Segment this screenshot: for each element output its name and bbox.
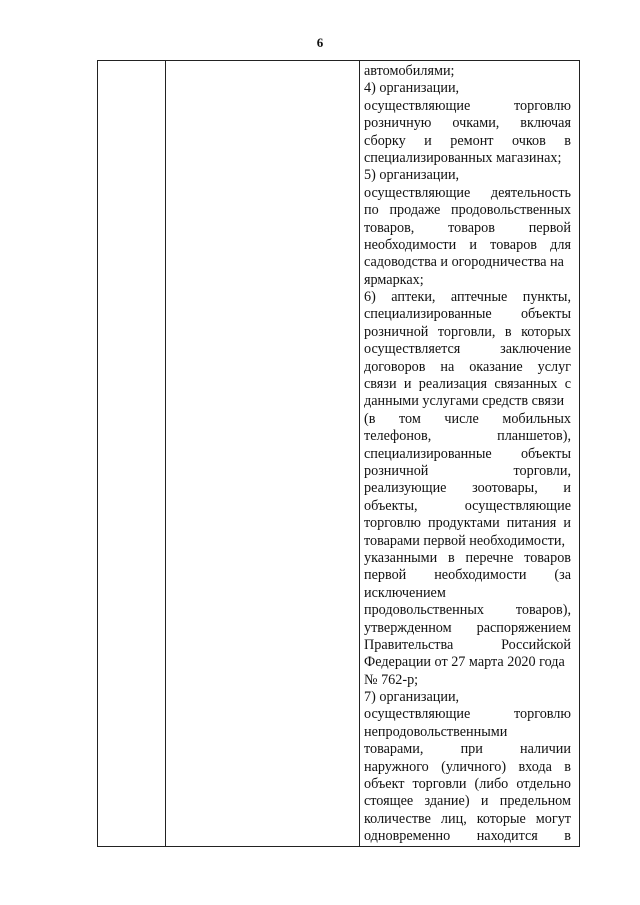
table-row bbox=[98, 61, 580, 847]
text-line: 4) организации, bbox=[364, 80, 460, 97]
text-line: связи и реализация связанных с bbox=[364, 376, 571, 393]
text-line: розничной торговли, в которых bbox=[364, 323, 571, 340]
text-line: исключением bbox=[364, 584, 446, 601]
text-line: автомобилями; bbox=[364, 63, 455, 79]
text-line: непродовольственными bbox=[364, 723, 508, 740]
table-cell-col-1 bbox=[98, 61, 166, 847]
text-line: 5) организации, bbox=[364, 167, 460, 184]
text-line: объект торговли (либо отдельно bbox=[364, 776, 571, 793]
text-line: осуществляющие торговлю bbox=[364, 97, 571, 114]
document-table bbox=[97, 60, 580, 847]
text-line: указанными в перечне товаров bbox=[364, 549, 571, 566]
text-line: специализированных магазинах; bbox=[364, 149, 562, 166]
text-line: 7) организации, bbox=[364, 689, 460, 706]
table-cell-col-2 bbox=[166, 61, 360, 847]
text-line: реализующие зоотовары, и bbox=[364, 480, 571, 497]
table-cell-col-3 bbox=[360, 61, 580, 847]
text-line: необходимости и товаров для bbox=[364, 236, 571, 253]
text-line: товаров, товаров первой bbox=[364, 219, 571, 236]
text-line: данными услугами средств связи bbox=[364, 393, 565, 410]
text-line: осуществляющие торговлю bbox=[364, 706, 571, 723]
text-line: торговлю продуктами питания и bbox=[364, 515, 571, 532]
text-line: утвержденном распоряжением bbox=[364, 619, 571, 636]
text-line: Федерации от 27 марта 2020 года bbox=[364, 654, 565, 671]
text-line: объекты, осуществляющие bbox=[364, 497, 571, 514]
text-line: Правительства Российской bbox=[364, 636, 571, 653]
text-line: продовольственных товаров), bbox=[364, 602, 571, 619]
text-line: товарами, при наличии bbox=[364, 741, 571, 758]
text-line: № 762-р; bbox=[364, 671, 419, 688]
text-line: розничную очками, включая bbox=[364, 115, 571, 132]
text-line: договоров на оказание услуг bbox=[364, 358, 571, 375]
text-line: наружного (уличного) входа в bbox=[364, 758, 571, 775]
text-line: специализированные объекты bbox=[364, 445, 571, 462]
text-line: стоящее здание) и предельном bbox=[364, 793, 571, 810]
text-line: одновременно находится в bbox=[364, 828, 571, 845]
text-line: по продаже продовольственных bbox=[364, 202, 571, 219]
text-line: товарами первой необходимости, bbox=[364, 532, 566, 549]
text-line: садоводства и огородничества на bbox=[364, 254, 564, 271]
text-line: розничной торговли, bbox=[364, 462, 571, 479]
text-line: первой необходимости (за bbox=[364, 567, 571, 584]
text-line: количестве лиц, которые могут bbox=[364, 810, 571, 827]
page-number: 6 bbox=[316, 35, 324, 50]
text-line: осуществляющие деятельность bbox=[364, 184, 571, 201]
text-line: ярмарках; bbox=[364, 271, 424, 288]
text-line: специализированные объекты bbox=[364, 306, 571, 323]
text-line: сборку и ремонт очков в bbox=[364, 132, 571, 149]
text-line: (в том числе мобильных bbox=[364, 410, 571, 427]
cell-text-block bbox=[360, 61, 579, 846]
text-line: телефонов, планшетов), bbox=[364, 428, 571, 445]
text-line: осуществляется заключение bbox=[364, 341, 571, 358]
text-line: 6) аптеки, аптечные пункты, bbox=[364, 289, 571, 306]
